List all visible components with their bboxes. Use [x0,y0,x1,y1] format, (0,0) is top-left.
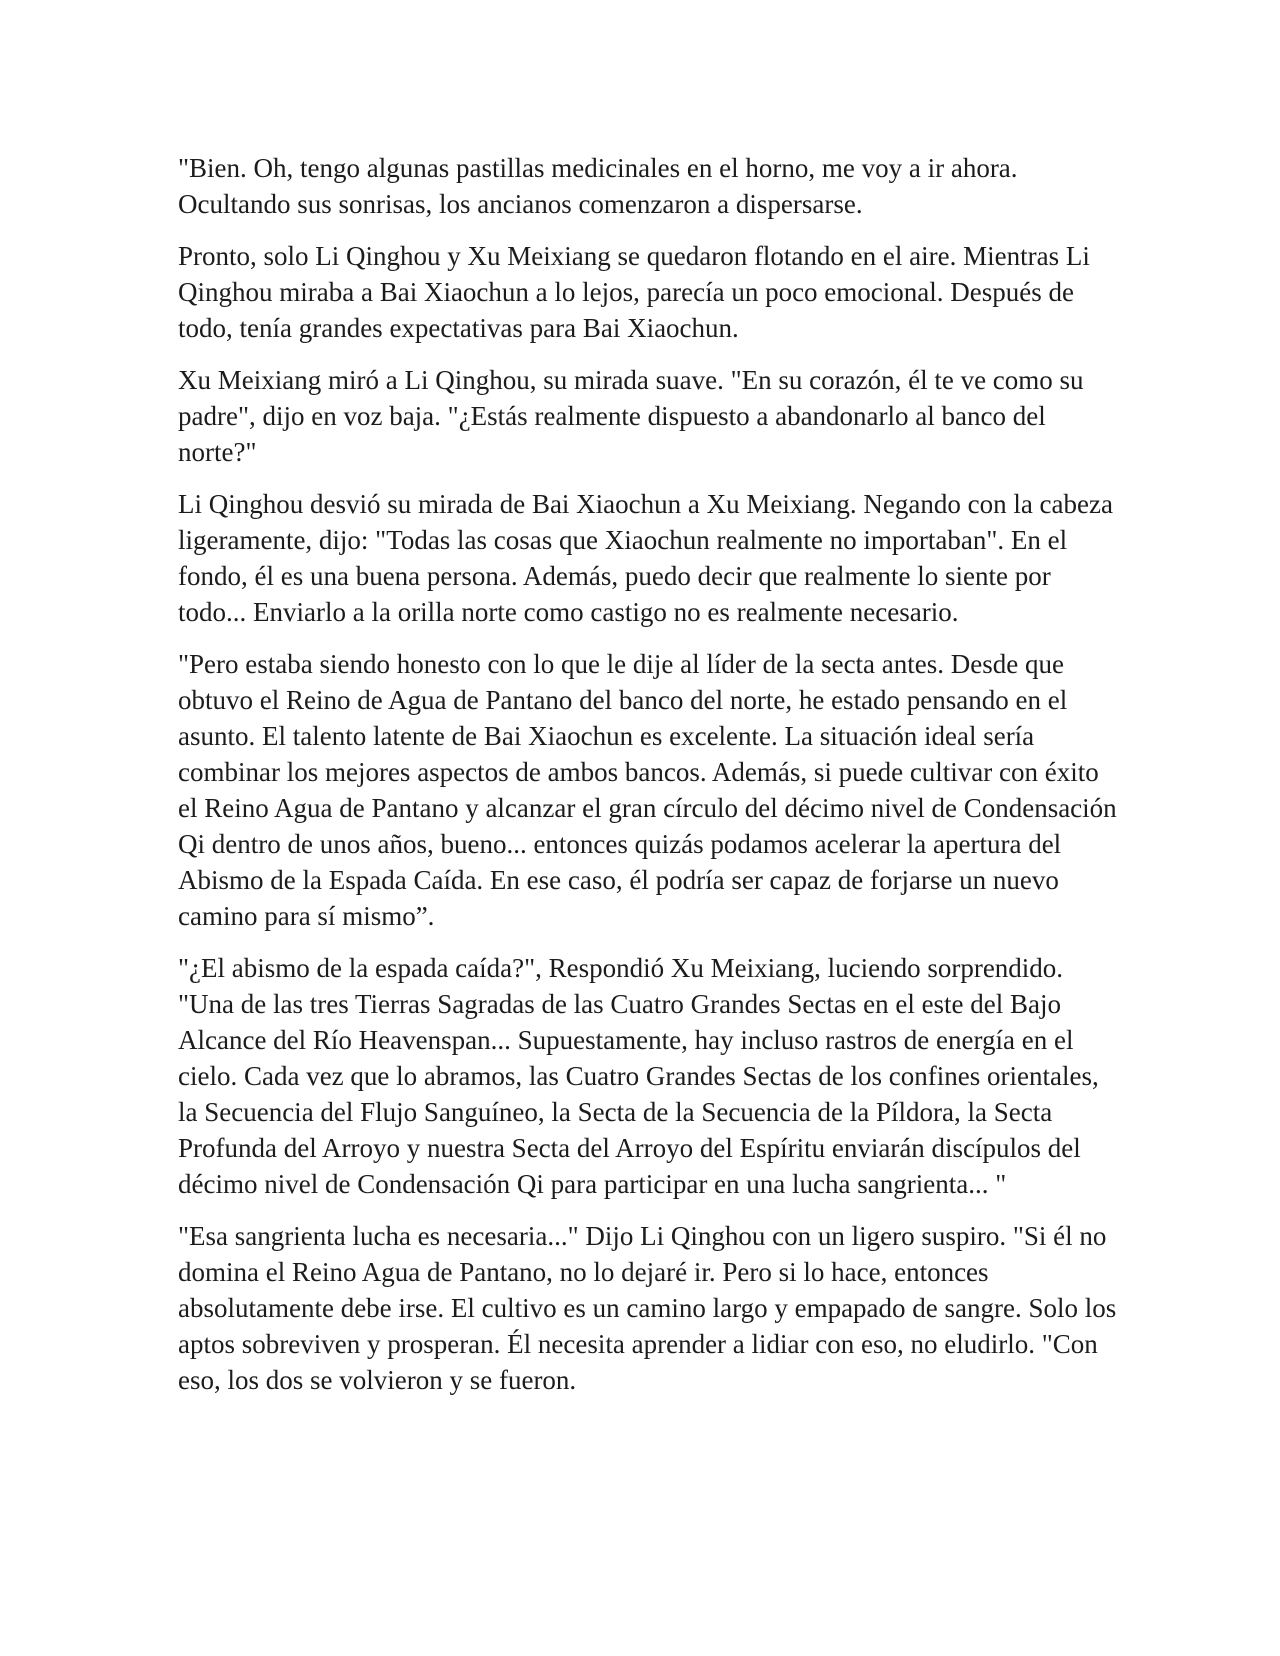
paragraph: "Bien. Oh, tengo algunas pastillas medicinales en el horno, me voy a ir ahora. Ocultando sus sonrisas, los ancianos comenzaron a dispersarse. [178,153,1018,219]
document-body [178,150,1123,1414]
paragraph: "¿El abismo de la espada caída?", Respondió Xu Meixiang, luciendo sorprendido. "Una de las tres Tierras Sagradas de las Cuatro Grandes Sectas en el este del Bajo Alcance del Río Heavenspan... Supuestamente, hay incluso rastros de energía en el cielo. Cada vez que lo abramos, las Cuatro Grandes Sectas de los confines orientales, la Secuencia del Flujo Sanguíneo, la Secta de la Secuencia de la Píldora, la Secta Profunda del Arroyo y nuestra Secta del Arroyo del Espíritu enviarán discípulos del décimo nivel de Condensación Qi para participar en una lucha sangrienta... " [178,953,1099,1199]
paragraph: "Esa sangrienta lucha es necesaria..." Dijo Li Qinghou con un ligero suspiro. "Si él no domina el Reino Agua de Pantano, no lo dejaré ir. Pero si lo hace, entonces absolutamente debe irse. El cultivo es un camino largo y empapado de sangre. Solo los aptos sobreviven y prosperan. Él necesita aprender a lidiar con eso, no eludirlo. "Con eso, los dos se volvieron y se fueron. [178,1221,1117,1395]
paragraph: "Pero estaba siendo honesto con lo que le dije al líder de la secta antes. Desde que obtuvo el Reino de Agua de Pantano del banco del norte, he estado pensando en el asunto. El talento latente de Bai Xiaochun es excelente. La situación ideal sería combinar los mejores aspectos de ambos bancos. Además, si puede cultivar con éxito el Reino Agua de Pantano y alcanzar el gran círculo del décimo nivel de Condensación Qi dentro de unos años, bueno... entonces quizás podamos acelerar la apertura del Abismo de la Espada Caída. En ese caso, él podría ser capaz de forjarse un nuevo camino para sí mismo”. [178,649,1117,931]
paragraph: Xu Meixiang miró a Li Qinghou, su mirada suave. "En su corazón, él te ve como su padre", dijo en voz baja. "¿Estás realmente dispuesto a abandonarlo al banco del norte?" [178,365,1084,467]
paragraph: Li Qinghou desvió su mirada de Bai Xiaochun a Xu Meixiang. Negando con la cabeza ligeramente, dijo: "Todas las cosas que Xiaochun realmente no importaban". En el fondo, él es una buena persona. Además, puedo decir que realmente lo siente por todo... Enviarlo a la orilla norte como castigo no es realmente necesario. [178,489,1113,627]
paragraph: Pronto, solo Li Qinghou y Xu Meixiang se quedaron flotando en el aire. Mientras Li Qinghou miraba a Bai Xiaochun a lo lejos, parecía un poco emocional. Después de todo, tenía grandes expectativas para Bai Xiaochun. [178,241,1090,343]
